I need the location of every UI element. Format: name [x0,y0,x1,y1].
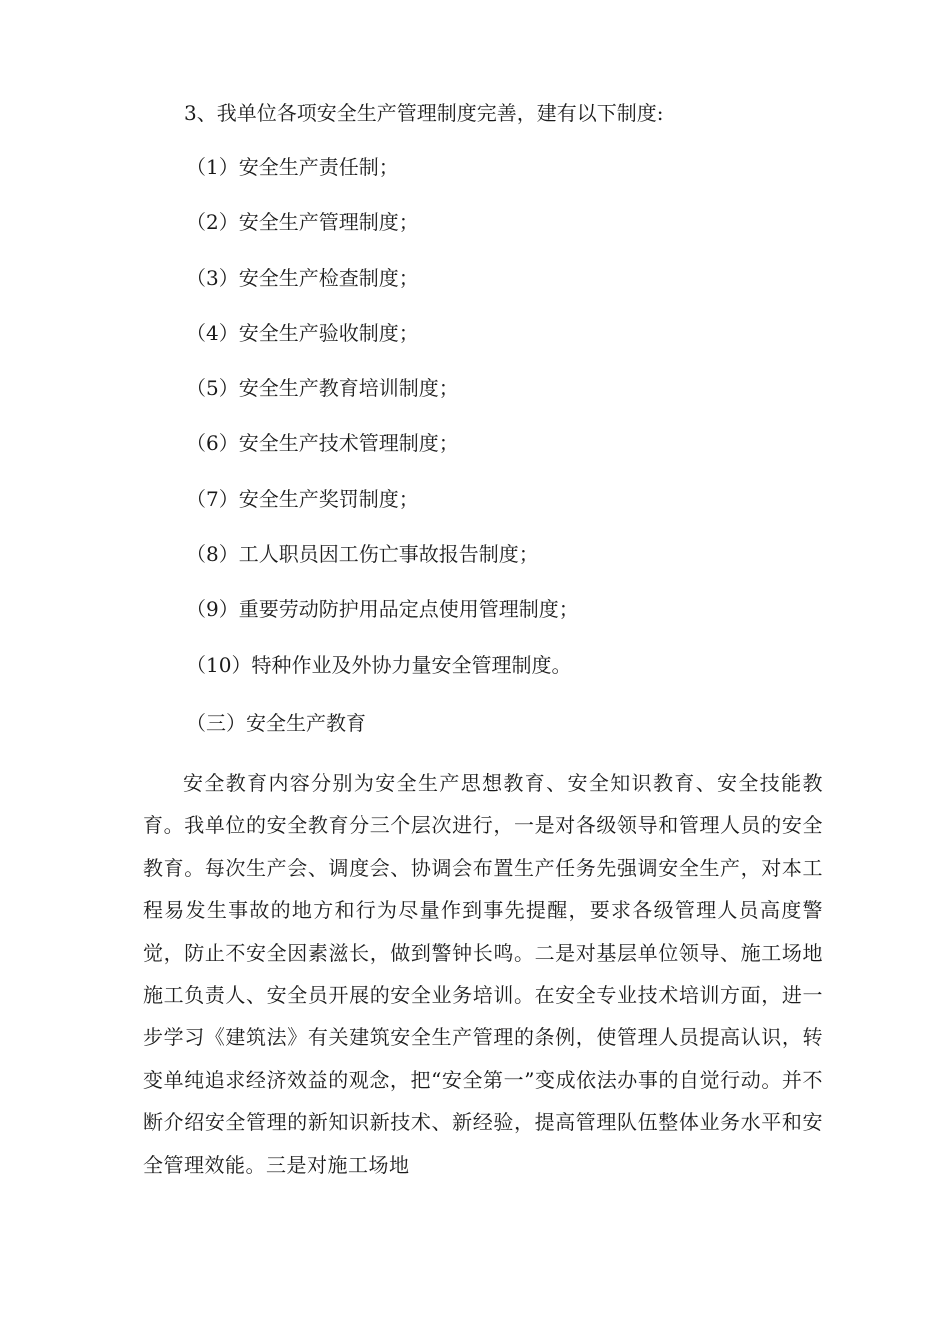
list-item: （7）安全生产奖罚制度； [186,486,419,511]
list-item: （4）安全生产验收制度； [186,320,419,345]
list-item: （9）重要劳动防护用品定点使用管理制度； [186,597,579,622]
list-item: （8）工人职员因工伤亡事故报告制度； [186,542,539,567]
list-item: （5）安全生产教育培训制度； [186,376,459,401]
list-item: （10）特种作业及外协力量安全管理制度。 [186,652,572,677]
list-item: （6）安全生产技术管理制度； [186,431,459,456]
list-item: （2）安全生产管理制度； [186,210,419,235]
body-paragraph: 安全教育内容分别为安全生产思想教育、安全知识教育、安全技能教育。我单位的安全教育分三个层次进行，一是对各级领导和管理人员的安全教育。每次生产会、调度会、协调会布置生产任务先强调安全生产，对本工程易发生事故的地方和行为尽量作到事先提醒，要求各级管理人员高度警觉，防止不安全因素滋长，做到警钟长鸣。二是对基层单位领导、施工场地施工负责人、安全员开展的安全业务培训。在安全专业技术培训方面，进一步学习《建筑法》有关建筑安全生产管理的条例，使管理人员提高认识，转变单纯追求经济效益的观念，把“安全第一”变成依法办事的自觉行动。并不断介绍安全管理的新知识新技术、新经验，提高管理队伍整体业务水平和安全管理效能。三是对施工场地 [143,771,823,1177]
intro-line: 3、我单位各项安全生产管理制度完善，建有以下制度: [184,101,664,125]
list-item: （3）安全生产检查制度； [186,265,419,290]
list-item: （1）安全生产责任制； [186,155,399,179]
section-title: （三）安全生产教育 [186,711,366,735]
systems-list [186,150,579,703]
